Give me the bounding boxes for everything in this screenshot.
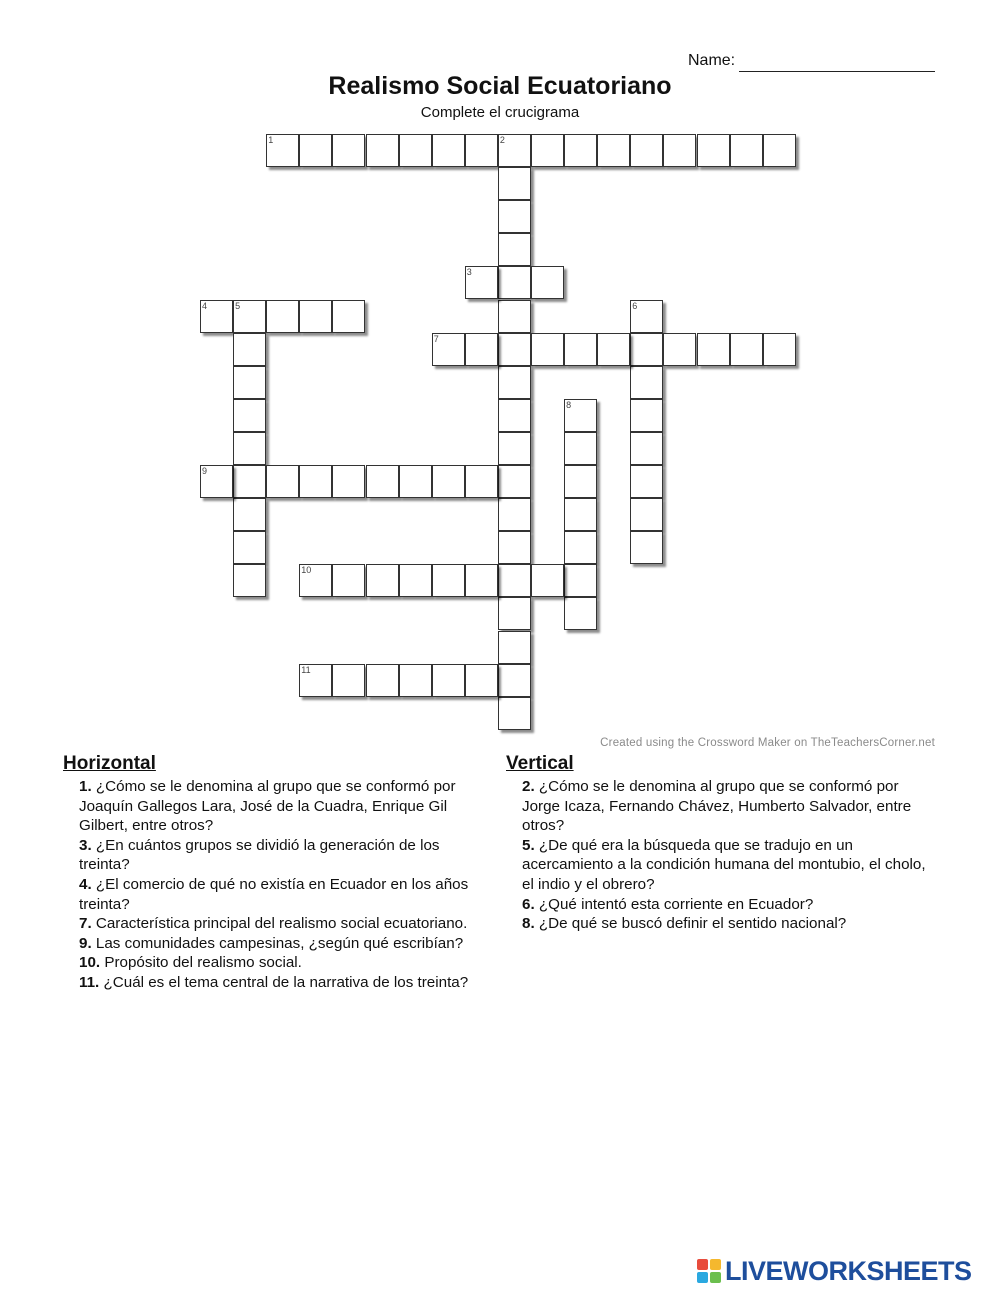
crossword-cell[interactable] — [498, 697, 531, 730]
crossword-cell[interactable] — [697, 333, 730, 366]
crossword-cell[interactable] — [266, 465, 299, 498]
crossword-cell[interactable] — [498, 134, 531, 167]
crossword-cell[interactable] — [564, 465, 597, 498]
clue-text: ¿De qué se buscó definir el sentido nacional? — [534, 915, 847, 933]
crossword-cell[interactable] — [531, 266, 564, 299]
crossword-cell[interactable] — [663, 134, 696, 167]
cell-number: 9 — [202, 466, 208, 476]
crossword-cell[interactable] — [266, 300, 299, 333]
crossword-cell[interactable] — [465, 266, 498, 299]
crossword-cell[interactable] — [266, 134, 299, 167]
crossword-cell[interactable] — [564, 531, 597, 564]
crossword-cell[interactable] — [299, 134, 332, 167]
page-subtitle: Complete el crucigrama — [420, 104, 580, 121]
clue-number: 4. — [79, 875, 92, 893]
cell-number: 5 — [235, 300, 241, 311]
crossword-cell[interactable] — [233, 399, 266, 432]
crossword-cell[interactable] — [465, 134, 498, 167]
crossword-cell[interactable] — [233, 366, 266, 399]
crossword-cell[interactable] — [366, 134, 399, 167]
clue-text: ¿De qué era la búsqueda que se tradujo en un acercamiento a la condición humana del montubio, el cholo, el indio y el obrero? — [522, 836, 926, 893]
clue-number: 6. — [522, 895, 535, 913]
crossword-cell[interactable] — [564, 333, 597, 366]
clue-number: 5. — [522, 836, 535, 854]
crossword-cell[interactable] — [233, 498, 266, 531]
crossword-cell[interactable] — [399, 465, 432, 498]
crossword-cell[interactable] — [200, 300, 233, 333]
cell-number: 4 — [202, 300, 208, 311]
crossword-cell[interactable] — [597, 134, 630, 167]
crossword-cell[interactable] — [564, 399, 597, 432]
crossword-cell[interactable] — [630, 333, 663, 366]
crossword-cell[interactable] — [597, 333, 630, 366]
crossword-cell[interactable] — [531, 333, 564, 366]
horizontal-heading: Horizontal — [63, 753, 156, 774]
crossword-cell[interactable] — [630, 465, 663, 498]
logo-icon — [697, 1259, 721, 1283]
crossword-cell[interactable] — [432, 134, 465, 167]
crossword-cell[interactable] — [233, 564, 266, 597]
crossword-cell[interactable] — [233, 333, 266, 366]
clue-text: ¿El comercio de qué no existía en Ecuador en los años treinta? — [79, 875, 469, 913]
clue-item — [522, 777, 936, 836]
liveworksheets-logo — [697, 1254, 972, 1288]
clue-item — [79, 953, 493, 973]
logo-square — [697, 1272, 708, 1283]
crossword-cell[interactable] — [697, 134, 730, 167]
clue-item — [79, 836, 493, 875]
clue-text: ¿Qué intentó esta corriente en Ecuador? — [534, 895, 814, 913]
crossword-cell[interactable] — [233, 465, 266, 498]
crossword-cell[interactable] — [465, 664, 498, 697]
name-label: Name: — [688, 52, 736, 69]
crossword-cell[interactable] — [366, 465, 399, 498]
clue-number: 3. — [79, 836, 92, 854]
crossword-cell[interactable] — [399, 664, 432, 697]
clue-text: Característica principal del realismo social ecuatoriano. — [91, 915, 468, 933]
crossword-cell[interactable] — [663, 333, 696, 366]
crossword-cell[interactable] — [498, 531, 531, 564]
crossword-cell[interactable] — [332, 300, 365, 333]
crossword-cell[interactable] — [498, 664, 531, 697]
clue-number: 9. — [79, 934, 92, 952]
logo-square — [710, 1259, 721, 1270]
clue-item — [79, 934, 493, 954]
crossword-cell[interactable] — [432, 333, 465, 366]
clue-text: ¿Cómo se le denomina al grupo que se conformó por Jorge Icaza, Fernando Chávez, Humberto Salvador, entre otros? — [522, 778, 912, 835]
crossword-cell[interactable] — [465, 564, 498, 597]
crossword-cell[interactable] — [531, 134, 564, 167]
crossword-cell[interactable] — [498, 333, 531, 366]
clue-number: 1. — [79, 778, 92, 795]
cell-number: 1 — [268, 135, 274, 145]
credit-text: Created using the Crossword Maker on TheTeachersCorner.net — [600, 737, 935, 749]
crossword-cell[interactable] — [498, 200, 531, 233]
clue-text: ¿En cuántos grupos se dividió la generación de los treinta? — [79, 836, 440, 874]
vertical-clues — [506, 753, 936, 934]
crossword-cell[interactable] — [730, 333, 763, 366]
crossword-cell[interactable] — [763, 333, 796, 366]
clue-text: Propósito del realismo social. — [100, 954, 302, 972]
clue-item — [79, 875, 493, 914]
crossword-cell[interactable] — [630, 399, 663, 432]
clue-item — [522, 836, 936, 895]
vertical-heading: Vertical — [506, 753, 574, 774]
crossword-cell[interactable] — [498, 399, 531, 432]
logo-square — [710, 1272, 721, 1283]
crossword-cell[interactable] — [233, 531, 266, 564]
clue-item — [522, 895, 936, 915]
crossword-cell[interactable] — [432, 564, 465, 597]
crossword-cell[interactable] — [299, 465, 332, 498]
clue-text: ¿Cuál es el tema central de la narrativa de los treinta? — [99, 973, 469, 991]
cell-number: 7 — [433, 333, 439, 344]
crossword-cell[interactable] — [200, 465, 233, 498]
cell-number: 11 — [301, 664, 311, 675]
crossword-cell[interactable] — [498, 233, 531, 266]
crossword-cell[interactable] — [498, 631, 531, 664]
clue-item — [522, 914, 936, 934]
clue-number: 8. — [522, 915, 535, 933]
crossword-cell[interactable] — [498, 597, 531, 630]
clue-number: 2. — [522, 778, 535, 795]
crossword-cell[interactable] — [498, 465, 531, 498]
crossword-cell[interactable] — [630, 366, 663, 399]
logo-text: LIVEWORKSHEETS — [725, 1255, 972, 1286]
crossword-cell[interactable] — [465, 465, 498, 498]
crossword-cell[interactable] — [498, 498, 531, 531]
cell-number: 3 — [466, 267, 472, 278]
crossword-cell[interactable] — [564, 432, 597, 465]
logo-square — [697, 1259, 708, 1270]
clue-number: 11. — [79, 973, 100, 991]
crossword-cell[interactable] — [299, 564, 332, 597]
crossword-cell[interactable] — [399, 134, 432, 167]
crossword-cell[interactable] — [465, 333, 498, 366]
crossword-cell[interactable] — [564, 498, 597, 531]
crossword-cell[interactable] — [630, 300, 663, 333]
crossword-cell[interactable] — [498, 432, 531, 465]
page-title: Realismo Social Ecuatoriano — [328, 72, 672, 100]
clue-number: 10. — [79, 954, 101, 972]
cell-number: 10 — [301, 565, 312, 576]
crossword-cell[interactable] — [432, 465, 465, 498]
cell-number: 2 — [499, 135, 505, 145]
clue-number: 7. — [79, 915, 92, 933]
clue-item — [79, 973, 493, 993]
crossword-cell[interactable] — [630, 531, 663, 564]
crossword-cell[interactable] — [299, 300, 332, 333]
crossword-cell[interactable] — [564, 564, 597, 597]
clue-text: ¿Cómo se le denomina al grupo que se conformó por Joaquín Gallegos Lara, José de la Cuadra, Enrique Gil Gilbert, entre otros? — [79, 778, 456, 835]
crossword-cell[interactable] — [531, 564, 564, 597]
crossword-cell[interactable] — [763, 134, 796, 167]
crossword-cell[interactable] — [366, 664, 399, 697]
cell-number: 6 — [632, 300, 638, 311]
crossword-cell[interactable] — [730, 134, 763, 167]
crossword-cell[interactable] — [233, 432, 266, 465]
crossword-cell[interactable] — [233, 300, 266, 333]
clue-item — [79, 914, 493, 934]
crossword-cell[interactable] — [498, 366, 531, 399]
crossword-cell[interactable] — [630, 498, 663, 531]
crossword-cell[interactable] — [332, 465, 365, 498]
crossword-cell[interactable] — [498, 167, 531, 200]
crossword-cell[interactable] — [630, 134, 663, 167]
crossword-cell[interactable] — [332, 564, 365, 597]
crossword-cell[interactable] — [299, 664, 332, 697]
crossword-cell[interactable] — [630, 432, 663, 465]
crossword-cell[interactable] — [399, 564, 432, 597]
crossword-cell[interactable] — [564, 134, 597, 167]
crossword-cell[interactable] — [498, 300, 531, 333]
clue-item — [79, 777, 493, 836]
cell-number: 8 — [566, 399, 572, 410]
crossword-cell[interactable] — [332, 664, 365, 697]
crossword-cell[interactable] — [564, 597, 597, 630]
crossword-cell[interactable] — [498, 564, 531, 597]
horizontal-clues — [63, 753, 493, 993]
crossword-cell[interactable] — [432, 664, 465, 697]
crossword-cell[interactable] — [366, 564, 399, 597]
crossword-cell[interactable] — [332, 134, 365, 167]
clue-text: Las comunidades campesinas, ¿según qué escribían? — [91, 934, 464, 952]
crossword-cell[interactable] — [498, 266, 531, 299]
